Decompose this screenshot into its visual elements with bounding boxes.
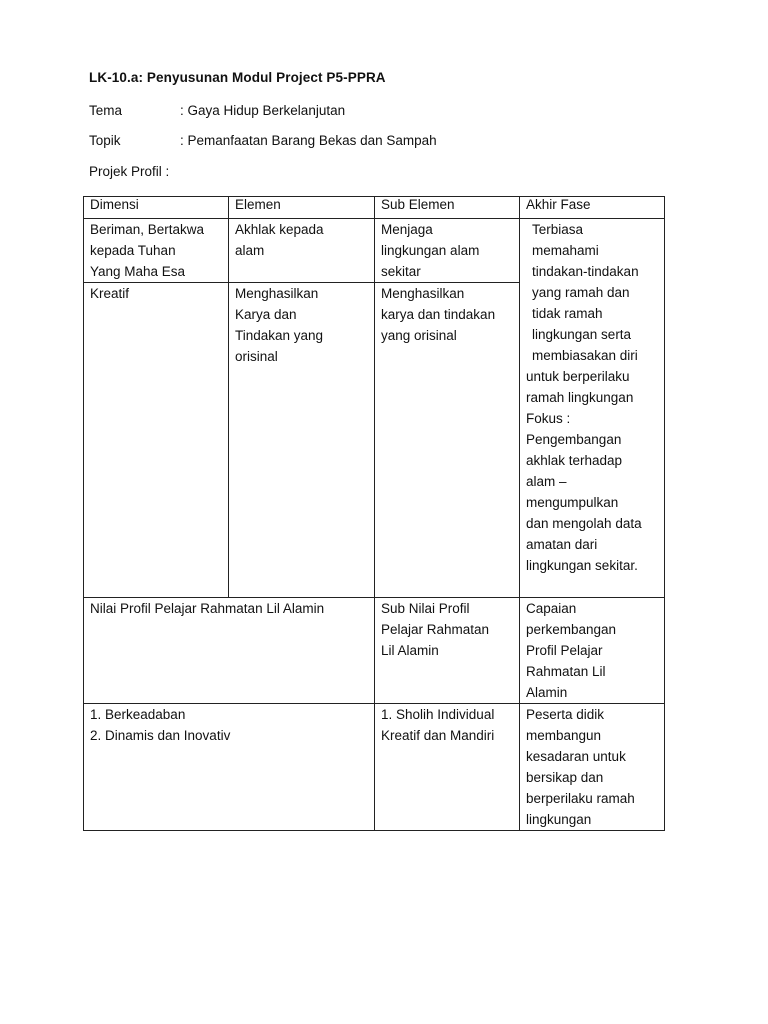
cell-line: Pengembangan (526, 432, 622, 447)
cell-line: yang orisinal (381, 328, 457, 343)
cell-line: lingkungan serta (532, 327, 632, 342)
cell-line: orisinal (235, 349, 278, 364)
cell-line: membiasakan diri (532, 348, 638, 363)
dimensi-cell-1 (84, 219, 229, 283)
cell-line: bersikap dan (526, 770, 604, 785)
header-sub-elemen: Sub Elemen (375, 197, 520, 219)
cell-line: Alamin (526, 685, 568, 700)
cell-line: Peserta didik (526, 707, 605, 722)
cell-line: Profil Pelajar (526, 643, 603, 658)
document-title: LK-10.a: Penyusunan Modul Project P5-PPRA (89, 70, 386, 85)
cell-line: membangun (526, 728, 602, 743)
module-table (83, 196, 665, 831)
cell-line: Terbiasa (532, 222, 584, 237)
cell-line: dan mengolah data (526, 516, 642, 531)
capaian-cell (520, 704, 665, 831)
cell-line: untuk berperilaku (526, 369, 630, 384)
cell-line: Kreatif dan Mandiri (381, 728, 495, 743)
cell-line: berperilaku ramah (526, 791, 635, 806)
projek-profil-label: Projek Profil : (89, 164, 170, 179)
elemen-cell-2 (229, 283, 375, 598)
cell-line: 2. Dinamis dan Inovativ (90, 728, 231, 743)
header-dimensi: Dimensi (84, 197, 229, 219)
table-row (84, 598, 665, 704)
cell-line: Lil Alamin (381, 643, 439, 658)
header-akhir-fase: Akhir Fase (520, 197, 665, 219)
cell-line: memahami (532, 243, 599, 258)
cell-line: yang ramah dan (532, 285, 630, 300)
cell-line: tidak ramah (532, 306, 603, 321)
cell-line: kesadaran untuk (526, 749, 626, 764)
akhir-fase-cell (520, 219, 665, 598)
cell-line: 1. Berkeadaban (90, 707, 186, 722)
cell-line: lingkungan (526, 812, 592, 827)
cell-line: Beriman, Bertakwa (90, 222, 205, 237)
nilai-profil-header-cell (84, 598, 375, 704)
cell-line: Yang Maha Esa (90, 264, 186, 279)
topik-label: Topik (89, 133, 121, 148)
sub-elemen-cell-1 (375, 219, 520, 283)
cell-line: Capaian (526, 601, 577, 616)
cell-line: lingkungan sekitar. (526, 558, 638, 573)
cell-line: amatan dari (526, 537, 598, 552)
tema-value: : Gaya Hidup Berkelanjutan (180, 103, 346, 118)
table-header-row (84, 197, 665, 219)
sub-nilai-cell (375, 704, 520, 831)
cell-line: Karya dan (235, 307, 297, 322)
cell-line: lingkungan alam (381, 243, 480, 258)
cell-line: mengumpulkan (526, 495, 619, 510)
elemen-cell-1 (229, 219, 375, 283)
topik-value: : Pemanfaatan Barang Bekas dan Sampah (180, 133, 437, 148)
cell-line: alam (235, 243, 265, 258)
cell-line: Sub Nilai Profil (381, 601, 470, 616)
cell-line: Akhlak kepada (235, 222, 324, 237)
cell-line: Menghasilkan (235, 286, 319, 301)
table-row (84, 704, 665, 831)
cell-line: ramah lingkungan (526, 390, 634, 405)
header-elemen: Elemen (229, 197, 375, 219)
cell-line: Nilai Profil Pelajar Rahmatan Lil Alamin (90, 601, 325, 616)
cell-line: alam – (526, 474, 567, 489)
cell-line: Menjaga (381, 222, 433, 237)
cell-line: Fokus : (526, 411, 571, 426)
cell-line: sekitar (381, 264, 421, 279)
nilai-profil-cell (84, 704, 375, 831)
sub-nilai-header-cell (375, 598, 520, 704)
table-row (84, 219, 665, 283)
cell-line: akhlak terhadap (526, 453, 623, 468)
cell-line: karya dan tindakan (381, 307, 496, 322)
cell-line: Kreatif (90, 286, 130, 301)
cell-line: tindakan-tindakan (532, 264, 639, 279)
tema-label: Tema (89, 103, 123, 118)
cell-line: Tindakan yang (235, 328, 324, 343)
cell-line: Rahmatan Lil (526, 664, 606, 679)
cell-line: Pelajar Rahmatan (381, 622, 490, 637)
cell-line: Menghasilkan (381, 286, 465, 301)
sub-elemen-cell-2 (375, 283, 520, 598)
cell-line: kepada Tuhan (90, 243, 176, 258)
cell-line: perkembangan (526, 622, 617, 637)
capaian-header-cell (520, 598, 665, 704)
dimensi-cell-2 (84, 283, 229, 598)
cell-line: 1. Sholih Individual (381, 707, 495, 722)
